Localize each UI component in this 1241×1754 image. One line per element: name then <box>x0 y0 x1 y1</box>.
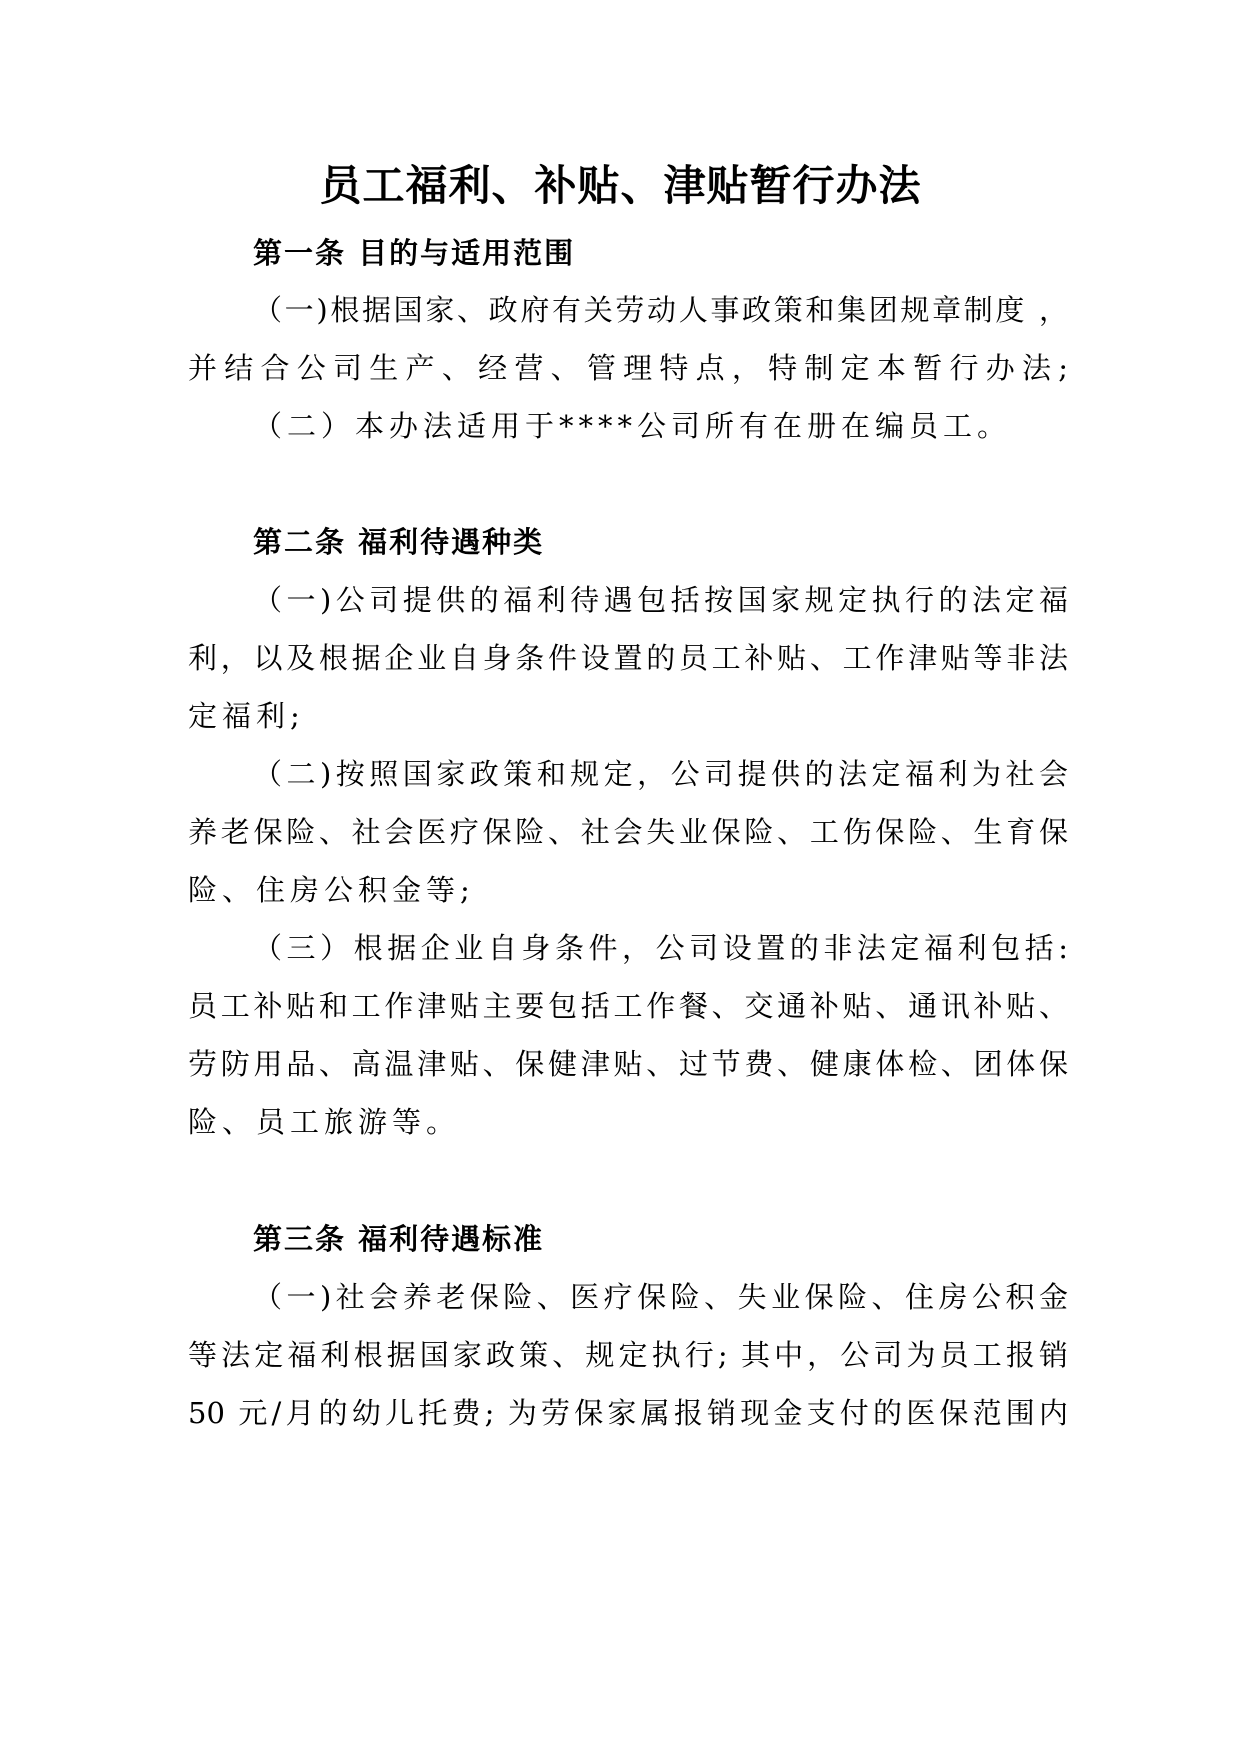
paragraph-line: （一)公司提供的福利待遇包括按国家规定执行的法定福 <box>253 583 1068 617</box>
paragraph-line: （三）根据企业自身条件，公司设置的非法定福利包括: <box>253 931 1068 965</box>
section-heading-2: 第二条 福利待遇种类 <box>253 525 545 559</box>
paragraph-line: 员工补贴和工作津贴主要包括工作餐、交通补贴、通讯补贴、 <box>188 989 1068 1023</box>
paragraph-line: （二）本办法适用于****公司所有在册在编员工。 <box>253 409 1012 443</box>
paragraph-line: 定福利; <box>188 699 305 733</box>
section-heading-1: 第一条 目的与适用范围 <box>253 236 576 270</box>
paragraph-line: 劳防用品、高温津贴、保健津贴、过节费、健康体检、团体保 <box>188 1047 1068 1081</box>
paragraph-line: （二)按照国家政策和规定，公司提供的法定福利为社会 <box>253 757 1068 791</box>
paragraph-line: （一)社会养老保险、医疗保险、失业保险、住房公积金 <box>253 1280 1068 1314</box>
document-title: 员工福利、补贴、津贴暂行办法 <box>319 161 922 210</box>
paragraph-line: 50 元/月的幼儿托费; 为劳保家属报销现金支付的医保范围内 <box>188 1396 1068 1430</box>
paragraph-line: 等法定福利根据国家政策、规定执行; 其中，公司为员工报销 <box>188 1338 1068 1372</box>
paragraph-line: 养老保险、社会医疗保险、社会失业保险、工伤保险、生育保 <box>188 815 1068 849</box>
paragraph-line: 利，以及根据企业自身条件设置的员工补贴、工作津贴等非法 <box>188 641 1068 675</box>
paragraph-line: 险、员工旅游等。 <box>188 1105 461 1139</box>
paragraph-line: （一)根据国家、政府有关劳动人事政策和集团规章制度 ， <box>253 293 1068 327</box>
paragraph-line: 并结合公司生产、经营、管理特点，特制定本暂行办法; <box>188 351 1068 385</box>
section-heading-3: 第三条 福利待遇标准 <box>253 1222 545 1256</box>
paragraph-line: 险、住房公积金等; <box>188 873 475 907</box>
